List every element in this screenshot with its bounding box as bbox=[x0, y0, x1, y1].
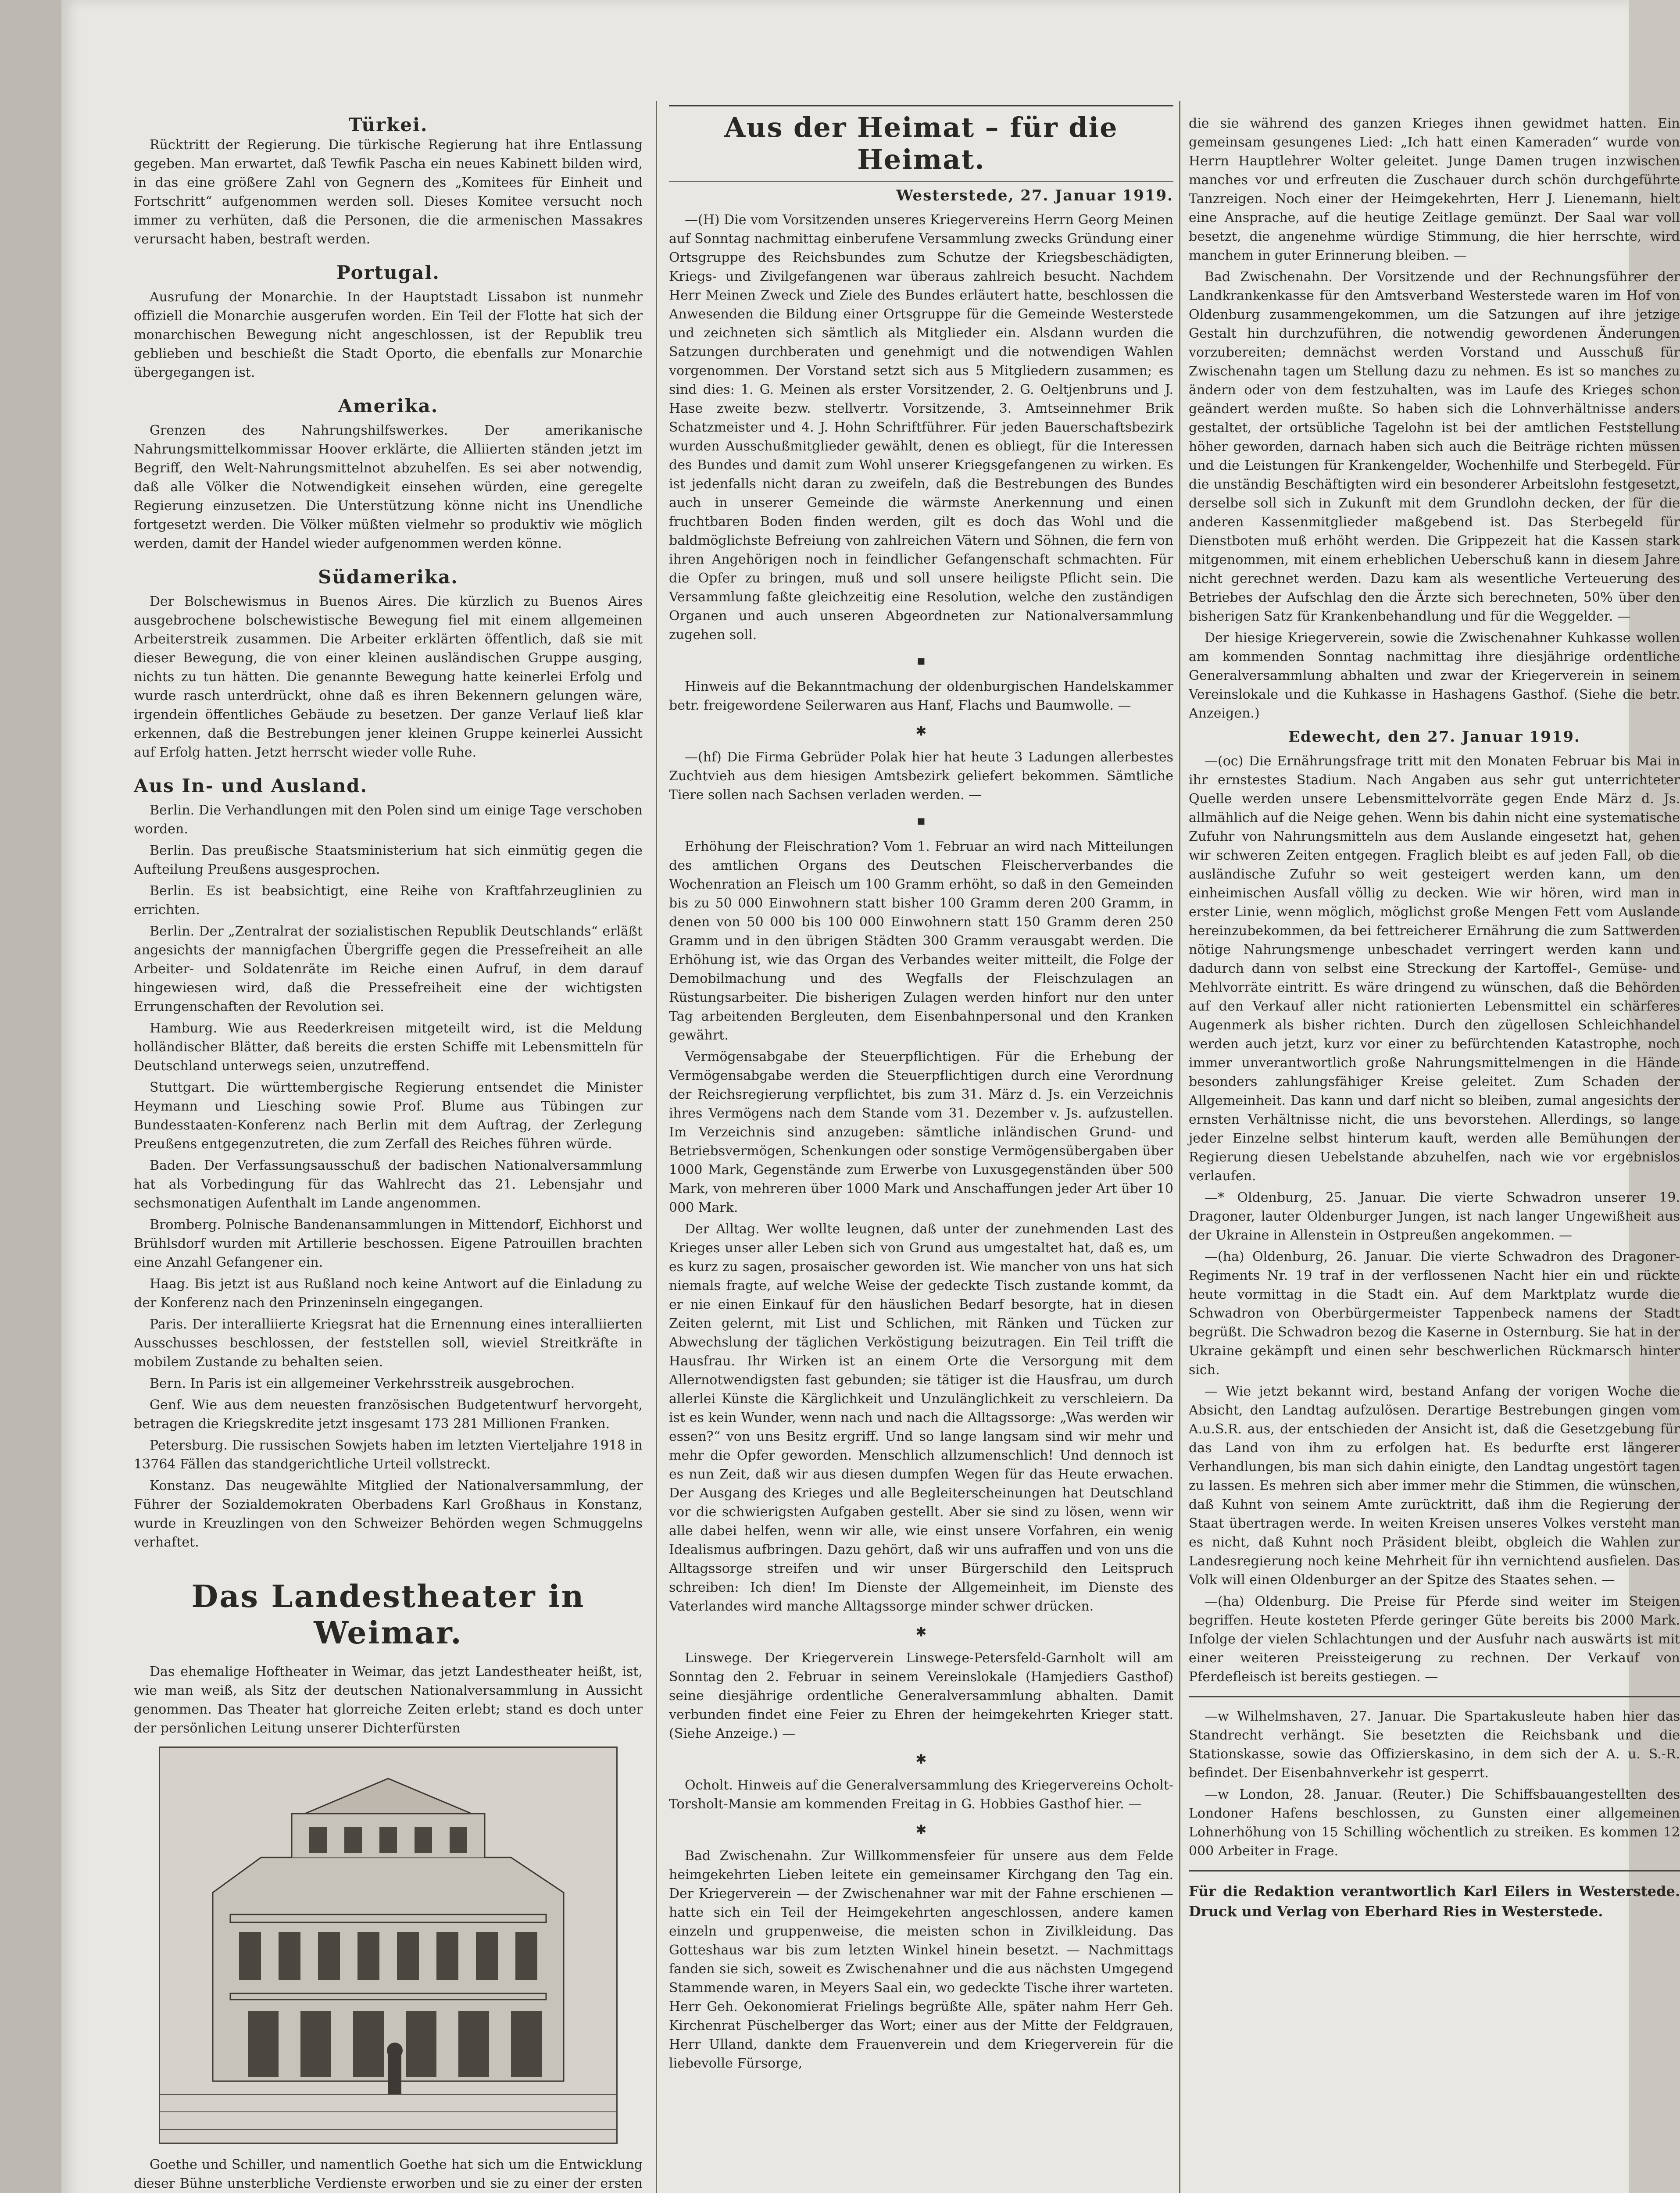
article-reichsbund: —(H) Die vom Vorsitzenden unseres Kriegervereins Herrn Georg Meinen auf Sonntag nachmittag einberufene Versammlung zwecks Gründung einer Ortsgruppe des Reichsbundes zum Schutze der Kriegsbeschädigten, Kriegs- und Zivilgefangenen war überaus zahlreich besucht. Nachdem Herr Meinen Zweck und Ziele des Bundes erläutert hatte, beschlossen die Anwesenden die Bildung einer Ortsgruppe für die Gemeinde Westerstede und zeichneten sich sämtlich als Mitglieder ein. Alsdann wurden die Satzungen durchberaten und genehmigt und die notwendigen Wahlen vorgenommen. Der Vorstand setzt sich aus 5 Mitgliedern zusammen; es sind dies: 1. G. Meinen als erster Vorsitzender, 2. G. Oeltjenbruns und J. Hase zweite bezw. stellvertr. Vorsitzende, 3. Amtseinnehmer Brik Schatzmeister und 4. J. Hohn Schriftführer. Für jeden Bauerschaftsbezirk wurden Ausschußmitglieder gewählt, denen es obliegt, für die Interessen des Bundes und damit zum Wohl unserer Kriegsgefangenen zu wirken. Es ist jedenfalls nicht daran zu zweifeln, daß die Bestrebungen des Bundes auch in unserer Gemeinde die wärmste Anerkennung und einen fruchtbaren Boden finden werden, gilt es doch das Wohl und die baldmöglichste Befreiung von zahlreichen Vätern und Söhnen, die fern von ihren Angehörigen noch in feindlicher Gefangenschaft schmachten. Für die Opfer zu bringen, muß und soll unsere heiligste Pflicht sein. Die Versammlung faßte gleichzeitig eine Resolution, welche den zuständigen Organen und auch unseren Abgeordneten zur Nationalversammlung zugehen soll. bbox=[669, 212, 1173, 643]
horizontal-rule bbox=[1189, 1696, 1680, 1697]
article-linswege: Linswege. Der Kriegerverein Linswege-Petersfeld-Garnholt will am Sonntag den 2. Februar in seinem Vereinslokale (Hamjediers Gasthof) seine diesjährige ordentliche Generalversammlung abhalten. Damit verbunden findet eine Feier zu Ehren der heimgekehrten Krieger statt. (Siehe Anzeige.) — bbox=[669, 1650, 1173, 1741]
article-oldenburg-schwadron: —* Oldenburg, 25. Januar. Die vierte Schwadron unserer 19. Dragoner, lauter Oldenburger Jungen, ist nach langer Ungewißheit aus der Ukraine in Allenstein in Ostpreußen angekommen. — bbox=[1189, 1190, 1680, 1243]
news-item: Haag. Bis jetzt ist aus Rußland noch keine Antwort auf die Einladung zu der Konferenz nach den Prinzeninseln eingegangen. bbox=[134, 1276, 643, 1311]
article-theater: Das ehemalige Hoftheater in Weimar, das jetzt Landestheater heißt, ist, wie man weiß, als Sitz der deutschen Nationalversammlung in Aussicht genommen. Das Theater hat glorreiche Zeiten erlebt; stand es doch unter der persönlichen Leitung unserer Dichterfürsten bbox=[134, 1664, 643, 1736]
article-wilhelmshaven: —w Wilhelmshaven, 27. Januar. Die Spartakusleute haben hier das Standrecht verhängt. Sie besetzten die Reichsbank und die Stationskasse, sowie das Offizierskasino, in dem sich der A. u. S.-R. befindet. Der Eisenbahnverkehr ist gesperrt. bbox=[1189, 1709, 1680, 1781]
binding-gutter bbox=[0, 0, 61, 2193]
dateline-edewecht: Edewecht, den 27. Januar 1919. bbox=[1288, 728, 1580, 746]
article-theater-continued: Goethe und Schiller, und namentlich Goethe hat sich um die Entwicklung dieser Bühne unsterbliche Verdienste erworben und sie zu einer der ersten bbox=[134, 2157, 643, 2191]
news-item: Petersburg. Die russischen Sowjets haben im letzten Vierteljahre 1918 in 13764 Fällen das standgerichtliche Urteil vollstreckt. bbox=[134, 1438, 643, 1472]
article-vermoegensabgabe: Vermögensabgabe der Steuerpflichtigen. Für die Erhebung der Vermögensabgabe werden die Steuerpflichtigen durch eine Verordnung der Reichsregierung verpflichtet, bis zum 31. März d. Js. ein Verzeichnis ihres Vermögens nach dem Stande vom 31. Dezember v. Js. aufzustellen. Im Verzeichnis sind anzugeben: sämtliche inländischen Grund- und Betriebsvermögen, Schenkungen oder sonstige Vermögensübergaben über 1000 Mark, Gegenstände zum Erwerbe von Luxusgegenständen über 500 Mark, von mehreren über 1000 Mark und Anschaffungen jeder Art über 10 000 Mark. bbox=[669, 1049, 1173, 1215]
article-london: —w London, 28. Januar. (Reuter.) Die Schiffsbauangestellten des Londoner Hafens beschlossen, zu Gunsten einer allgemeinen Lohnerhöhung von 15 Schilling wöchentlich zu streiken. Es kommen 12 000 Arbeiter in Frage. bbox=[1189, 1787, 1680, 1859]
section-heading-tuerkei: Türkei. bbox=[348, 114, 428, 136]
dateline-westerstede: Westerstede, 27. Januar 1919. bbox=[896, 187, 1173, 204]
local-news-heading: Aus der Heimat – für die Heimat. bbox=[669, 105, 1173, 182]
newspaper-page bbox=[61, 0, 1680, 2193]
separator-ornament: ▪ bbox=[916, 653, 926, 668]
imprint: Für die Redaktion verantwortlich Karl Eilers in Westerstede. Druck und Verlag von Eberhard Ries in Westerstede. bbox=[1189, 1883, 1680, 1920]
column-divider bbox=[1179, 101, 1180, 2193]
theater-illustration bbox=[159, 1747, 618, 2144]
news-item: Berlin. Die Verhandlungen mit den Polen sind um einige Tage verschoben worden. bbox=[134, 803, 643, 837]
article-kuhkasse: Der hiesige Kriegerverein, sowie die Zwischenahner Kuhkasse wollen am kommenden Sonntag nachmittag ihre diesjährige ordentliche Generalversammlung abhalten und zwar der Kriegerverein in seinem Vereinslokale und die Kuhkasse in Hashagens Gasthof. (Siehe die betr. Anzeigen.) bbox=[1189, 630, 1680, 721]
separator-ornament: ✱ bbox=[915, 1752, 927, 1767]
news-item: Berlin. Das preußische Staatsministerium hat sich einmütig gegen die Aufteilung Preußens ausgesprochen. bbox=[134, 843, 643, 877]
section-heading-portugal: Portugal. bbox=[336, 262, 440, 283]
section-heading-suedamerika: Südamerika. bbox=[318, 566, 458, 588]
column-right bbox=[1189, 114, 1680, 1922]
news-item: Bern. In Paris ist ein allgemeiner Verkehrsstreik ausgebrochen. bbox=[150, 1376, 575, 1391]
column-left bbox=[134, 114, 643, 2193]
theater-building-image bbox=[160, 1748, 616, 2143]
article-suedamerika: Der Bolschewismus in Buenos Aires. Die kürzlich zu Buenos Aires ausgebrochene bolschewistische Bewegung fiel mit einem allgemeinen Arbeiterstreik zusammen. Die Arbeiter erklärten öffentlich, daß sie mit dieser Bewegung, die von einer kleinen ausländischen Gruppe ausging, nichts zu tun hätten. Die genannte Bewegung hatte keinerlei Erfolg und wurde rasch unterdrückt, ohne daß es ihren Bekennern gelungen wäre, irgendein öffentliches Gebäude zu besetzen. Der ganze Verlauf ließ klar erkennen, daß die Bestrebungen jener kleinen Gruppe keinerlei Aussicht auf Erfolg hatten. Jetzt herrscht wieder volle Ruhe. bbox=[134, 594, 643, 760]
news-item: Berlin. Es ist beabsichtigt, eine Reihe von Kraftfahrzeuglinien zu errichten. bbox=[134, 883, 643, 918]
column-divider bbox=[656, 101, 657, 2193]
news-item: Paris. Der interalliierte Kriegsrat hat die Ernennung eines interalliierten Ausschusses beschlossen, der feststellen soll, wieviel Streitkräfte in mobilem Zustande zu behalten seien. bbox=[134, 1317, 643, 1370]
theater-heading: Das Landestheater in Weimar. bbox=[191, 1578, 585, 1651]
article-krankenkasse: Bad Zwischenahn. Der Vorsitzende und der Rechnungsführer der Landkrankenkasse für den Amtsverband Westerstede waren im Hof von Oldenburg zusammengekommen, um die Satzungen auf ihre jetzige Gestalt hin durchzuführen, die notwendig gewordenen Änderungen vorzubereiten; demnächst werden Vorstand und Ausschuß für Zwischenahn tagen um Stellung dazu zu nehmen. Es ist so manches zu ändern oder von dem festzuhalten, was im Laufe des Krieges schon geändert werden mußte. So haben sich die Lohnverhältnisse anders gestaltet, der ortsübliche Tagelohn ist bei der amtlichen Feststellung höher geworden, darnach haben sich auch die Beiträge richten müssen und die Leistungen für Krankengelder, Wochenhilfe und Sterbegeld. Für die unständig Beschäftigten wird ein besonderer Arbeitslohn festgesetzt, derselbe soll sich in Zukunft mit dem Grundlohn decken, der für die anderen Kassenmitglieder maßgebend ist. Das Sterbegeld für Dienstboten muß erhöht werden. Die Grippezeit hat die Kassen stark mitgenommen, mit einem erheblichen Ueberschuß kann in diesem Jahre nicht gerechnet werden. Dazu kam als wesentliche Verteuerung des Betriebes der Aufschlag den die Ärzte sich berechneten, 50% über den bisherigen Satz für Krankenbehandlung und für die Weggelder. — bbox=[1189, 269, 1680, 624]
separator-ornament: ✱ bbox=[915, 1822, 927, 1838]
news-item: Baden. Der Verfassungsausschuß der badischen Nationalversammlung hat als Vorbedingung für das Wahlrecht das 21. Lebensjahr und sechsmonatigen Aufenthalt im Lande angenommen. bbox=[134, 1158, 643, 1211]
article-zwischenahn-feier: Bad Zwischenahn. Zur Willkommensfeier für unsere aus dem Felde heimgekehrten Lieben leitete ein gemeinsamer Kirchgang den Tag ein. Der Kriegerverein — der Zwischenahner war mit der Fahne erschienen — hatte sich ein Teil der Heimgekehrten angeschlossen, andere kamen einzeln und gruppenweise, die meisten schon in Zivilkleidung. Das Gotteshaus war bis zum letzten Winkel hinein besetzt. — Nachmittags fanden sie sich, soweit es Zwischenahner und die aus nächsten Umgegend Stammende waren, in Meyers Saal ein, wo gedeckte Tische ihrer warteten. Herr Geh. Oekonomierat Frielings begrüßte Alle, später nahm Herr Geh. Kirchenrat Püschelberger das Wort; einer aus der Mitte der Feldgrauen, Herr Ulland, dankte dem Frauenverein und dem Kriegerverein für die liebevolle Fürsorge, bbox=[669, 1848, 1173, 2071]
article-portugal: Ausrufung der Monarchie. In der Hauptstadt Lissabon ist nunmehr offiziell die Monarchie ausgerufen worden. Ein Teil der Flotte hat sich der monarchischen Bewegung nicht angeschlossen, ist der Republik treu geblieben und beschießt die Stadt Oporto, die ebenfalls zur Monarchie übergegangen ist. bbox=[134, 289, 643, 380]
article-ernaehrungsfrage: —(oc) Die Ernährungsfrage tritt mit den Monaten Februar bis Mai in ihr ernstestes Stadium. Nach Angaben aus sehr gut unterrichteter Quelle werden unsere Lebensmittelvorräte gegen Ende März d. Js. allmählich auf die Neige gehen. Wenn bis dahin nicht eine systematische Zufuhr von Nahrungsmitteln aus dem Auslande eingesetzt hat, gehen wir schweren Zeiten entgegen. Fraglich bleibt es auf jeden Fall, ob die ausländische Zufuhr so weit gesteigert werden kann, um den einheimischen Ausfall völlig zu decken. Wie wir hören, wird man in erster Linie, wenn möglich, möglichst große Mengen Fett vom Auslande hereinzubekommen, da bei fettreicherer Ernährung die zum Sattwerden nötige Nahrungsmenge unbeschadet verringert werden kann und dadurch dann von selbst eine Streckung der Kartoffel-, Gemüse- und Mehlvorräte eintritt. Es wäre dringend zu wünschen, daß die Behörden auf den Verkauf aller nicht rationierten Lebensmittel ein schärferes Augenmerk als bisher richten. Durch den zügellosen Schleichhandel werden auch jetzt, kurz vor einer zu befürchtenden Katastrophe, noch immer unverantwortlich große Nahrungsmittelmengen in die Hände besonders zahlungsfähiger Kreise geleitet. Zum Schaden der Allgemeinheit. Das kann und darf nicht so bleiben, zumal angesichts der ernsten Verhältnisse nicht, die uns bevorstehen. Allerdings, so lange jeder Einzelne selbst hinterum kauft, werden alle Bemühungen der Regierung diesen Uebelstande abzuhelfen, nach wie vor ergebnislos verlaufen. bbox=[1189, 754, 1680, 1184]
section-heading-amerika: Amerika. bbox=[338, 395, 439, 417]
news-item: Hamburg. Wie aus Reederkreisen mitgeteilt wird, ist die Meldung holländischer Blätter, daß bereits die ersten Schiffe mit Lebensmitteln für Deutschland unterwegs seien, unzutreffend. bbox=[134, 1021, 643, 1074]
article-oldenburg-pferde: —(ha) Oldenburg. Die Preise für Pferde sind weiter im Steigen begriffen. Heute kosteten Pferde geringer Güte bereits bis 2000 Mark. Infolge der vielen Schlachtungen und der Ausfuhr nach auswärts ist mit einer weiteren Preissteigerung zu rechnen. Der Verkauf von Pferdefleisch ist bereits gestiegen. — bbox=[1189, 1594, 1680, 1685]
article-alltag: Der Alltag. Wer wollte leugnen, daß unter der zunehmenden Last des Krieges unser aller Leben sich von Grund aus umgestaltet hat, daß es, um es kurz zu sagen, prosaischer geworden ist. Wie mancher von uns hat sich niemals fragte, auf welche Weise der gedeckte Tisch zustande kommt, da er nie einen Einkauf für den häuslichen Bedarf besorgte, hat in diesen Zeiten gelernt, mit List und Schlichen, mit Ränken und Tücken zur Abwechslung der täglichen Verköstigung beizutragen. Ein Teil trifft die Hausfrau. Ihr Wirken ist an einem Orte die Versorgung mit dem Allernotwendigsten fast gebunden; sie tätiger ist die Hausfrau, um durch allerlei Künste die Kärglichkeit und Unzulänglichkeit zu verschleiern. Da ist es kein Wunder, wenn nach und nach die Alltagssorge: „Was werden wir essen?“ von uns Besitz ergriff. Und so lange langsam sind wir mehr und mehr die Opfer geworden. Menschlich allzumenschlich! Und dennoch ist es nun Zeit, daß wir aus diesen dumpfen Wegen für das Heute erwachen. Der Ausgang des Krieges und alle Begleiterscheinungen hat Deutschland vor die schwierigsten Aufgaben gestellt. Aber sie sind zu lösen, wenn wir alle dabei helfen, wenn wir alle, wie einst unsere Vorfahren, ein wenig Idealismus aufbringen. Dazu gehört, daß wir uns aufraffen und von uns die Alltagssorge streifen und wir unser Bürgerschild den Leitspruch schreiben: Ich dien! Im Dienste der Allgemeinheit, im Dienste des Vaterlandes wird manche Alltagssorge minder schwer drücken. bbox=[669, 1222, 1173, 1614]
horizontal-rule bbox=[1189, 1870, 1680, 1872]
news-item: Konstanz. Das neugewählte Mitglied der Nationalversammlung, der Führer der Sozialdemokraten Oberbadens Karl Großhaus in Konstanz, wurde in Kreuzlingen von den Schweizer Behörden wegen Schmuggelns verhaftet. bbox=[134, 1478, 643, 1550]
separator-ornament: ✱ bbox=[915, 724, 927, 739]
article-ocholt: Ocholt. Hinweis auf die Generalversammlung des Kriegervereins Ocholt-Torsholt-Mansie am kommenden Freitag in G. Hobbies Gasthof hier. — bbox=[669, 1778, 1173, 1812]
article-zwischenahn-continued: die sie während des ganzen Krieges ihnen gewidmet hatten. Ein gemeinsam gesungenes Lied: „Ich hatt einen Kameraden“ wurde von Herrn Hauptlehrer Wolter geleitet. Junge Damen trugen inzwischen manches vor und erfreuten die Zuschauer durch schön durchgeführte Tanzreigen. Noch einer der Heimgekehrten, Herr J. Lienemann, hielt eine Ansprache, auf die heutige Zeitlage gemünzt. Der Saal war voll besetzt, die angenehme würdige Stimmung, die hier herrschte, wird manchem in guter Erinnerung bleiben. — bbox=[1189, 116, 1680, 263]
column-middle bbox=[669, 111, 1173, 2075]
news-item: Bromberg. Polnische Bandenansammlungen in Mittendorf, Eichhorst und Brühlsdorf wurden mit Artillerie beschossen. Eigene Patrouillen brachten eine Anzahl Gefangener ein. bbox=[134, 1217, 643, 1270]
separator-ornament: ✱ bbox=[915, 1625, 927, 1640]
article-oldenburg-dragoner: —(ha) Oldenburg, 26. Januar. Die vierte Schwadron des Dragoner-Regiments Nr. 19 traf in der verflossenen Nacht hier ein und rückte heute vormittag in die Stadt ein. Auf dem Marktplatz wurde die Schwadron von Oberbürgermeister Tappenbeck namens der Stadt begrüßt. Die Schwadron bezog die Kaserne in Osternburg. Sie hat in der Ukraine gekämpft und einen sehr beschwerlichen Rückmarsch hinter sich. bbox=[1189, 1249, 1680, 1378]
article-amerika: Grenzen des Nahrungshilfswerkes. Der amerikanische Nahrungsmittelkommissar Hoover erklärte, die Alliierten ständen jetzt im Begriff, den Welt-Nahrungsmittelnot abzuhelfen. Es sei aber notwendig, daß alle Völker die Notwendigkeit einsehen würden, eine geregelte Regierung einzusetzen. Die Unterstützung könne nicht ins Unendliche fortgesetzt werden. Die Völker müßten vielmehr so produktiv wie möglich werden, damit der Handel wieder aufgenommen werden könne. bbox=[134, 423, 643, 551]
section-heading-inland: Aus In- und Ausland. bbox=[134, 775, 368, 796]
news-item: Berlin. Der „Zentralrat der sozialistischen Republik Deutschlands“ erläßt angesichts der mannigfachen Übergriffe gegen die Pressefreiheit an alle Arbeiter- und Soldatenräte im Reiche einen Aufruf, in dem darauf hingewiesen wird, daß die Pressefreiheit eine der wichtigsten Errungenschaften der Revolution sei. bbox=[134, 924, 643, 1014]
article-fleischration: Erhöhung der Fleischration? Vom 1. Februar an wird nach Mitteilungen des amtlichen Organs des Deutschen Fleischerverbandes die Wochenration an Fleisch um 100 Gramm erhöht, so daß in den Gemeinden bis zu 50 000 Einwohnern statt bisher 100 Gramm deren 200 Gramm, in denen von 50 000 bis 100 000 Einwohnern statt 150 Gramm deren 250 Gramm und in den übrigen Städten 300 Gramm verausgabt werden. Die Erhöhung ist, wie das Organ des Verbandes weiter mitteilt, die Folge der Demobilmachung und des Wegfalls der Fleischzulagen an Rüstungsarbeiter. Die bisherigen Zulagen werden hinfort nur den unter Tag arbeitenden Bergleuten, dem Eisenbahnpersonal und den Kranken gewährt. bbox=[669, 839, 1173, 1043]
notice-polak: —(hf) Die Firma Gebrüder Polak hier hat heute 3 Ladungen allerbestes Zuchtvieh aus dem hiesigen Amtsbezirk geliefert bekommen. Sämtliche Tiere sollen nach Sachsen verladen werden. — bbox=[669, 750, 1173, 803]
article-tuerkei: Rücktritt der Regierung. Die türkische Regierung hat ihre Entlassung gegeben. Man erwartet, daß Tewfik Pascha ein neues Kabinett bilden wird, in das eine größere Zahl von Gegnern des „Komitees für Einheit und Fortschritt“ aufgenommen werden soll. Dieses Komitee versucht noch immer zu verhüten, daß die Personen, die die armenischen Massakres verursacht haben, bestraft werden. bbox=[134, 137, 643, 247]
notice-handelskammer: Hinweis auf die Bekanntmachung der oldenburgischen Handelskammer betr. freigewordene Seilerwaren aus Hanf, Flachs und Baumwolle. — bbox=[669, 679, 1173, 713]
article-oldenburg-landtag: — Wie jetzt bekannt wird, bestand Anfang der vorigen Woche die Absicht, den Landtag aufzulösen. Derartige Bestrebungen gingen vom A.u.S.R. aus, der entschieden der Ansicht ist, daß die Gesetzgebung für das Land von ihm zu erfolgen hat. Es bedurfte erst längerer Verhandlungen, bis man sich dahin einigte, den Landtag ungestört tagen zu lassen. Es mehren sich aber immer mehr die Stimmen, die wünschen, daß Kuhnt von seinem Amte zurücktritt, daß ihm die Regierung der Staat übertragen werde. In weiten Kreisen unseres Volkes versteht man es nicht, daß Kuhnt noch Präsident bleibt, obgleich die Wahlen zur Landesregierung noch keine Mehrheit für ihn vernichtend ausfielen. Das Volk will einen Oldenburger an der Spitze des Staates sehen. — bbox=[1189, 1384, 1680, 1588]
news-item: Stuttgart. Die württembergische Regierung entsendet die Minister Heymann und Liesching sowie Prof. Blume aus Tübingen zur Bundesstaaten-Konferenz nach Berlin mit dem Auftrag, der Zerlegung Preußens entgegenzutreten, die zum Zerfall des Reiches führen würde. bbox=[134, 1080, 643, 1152]
news-item: Genf. Wie aus dem neuesten französischen Budgetentwurf hervorgeht, betragen die Kriegskredite jetzt insgesamt 173 281 Millionen Franken. bbox=[134, 1397, 643, 1432]
separator-ornament: ▪ bbox=[916, 813, 926, 829]
